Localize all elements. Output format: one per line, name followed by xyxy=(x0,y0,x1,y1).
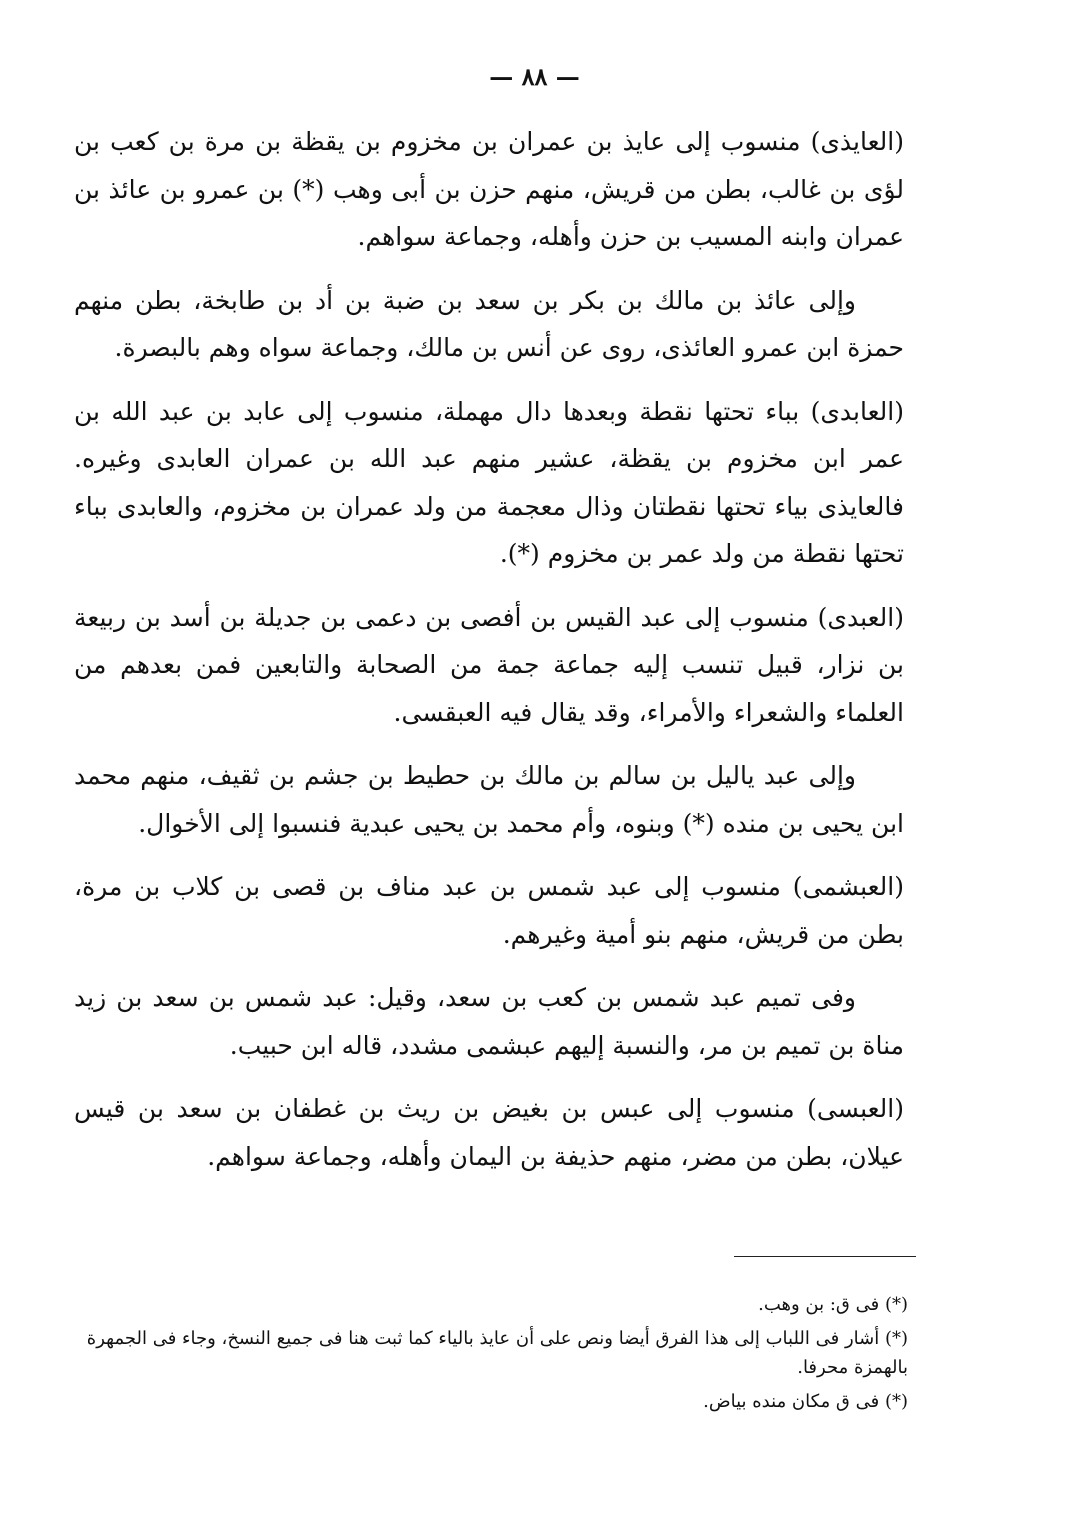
page-number: — ٨٨ — xyxy=(489,62,580,91)
paragraph-aidh-ibn-malik: وإلى عائذ بن مالك بن بكر بن سعد بن ضبة بن أد بن طابخة، بطن منهم حمزة ابن عمرو العائذى، روى عن أنس بن مالك، وجماعة سواه وهم بالبصرة. xyxy=(74,285,904,362)
footnote-2: (*) أشار فى اللباب إلى هذا الفرق أيضا ونص على أن عايذ بالياء كما ثبت هنا فى جميع النسخ، وجاء فى الجمهرة بالهمزة محرفا. xyxy=(86,1327,908,1379)
main-text xyxy=(74,118,904,1196)
paragraph-tamim-abd-shams: وفى تميم عبد شمس بن كعب بن سعد، وقيل: عبد شمس بن سعد بن زيد مناة بن تميم بن مر، والنسبة إليهم عبشمى مشدد، قاله ابن حبيب. xyxy=(74,983,904,1060)
entry-al-ayidhi: (العايذى) منسوب إلى عايذ بن عمران بن مخزوم بن يقظة بن مرة بن كعب بن لؤى بن غالب، بطن من قريش، منهم حزن بن أبى وهب (*) بن عمرو بن عائذ بن عمران وابنه المسيب بن حزن وأهله، وجماعة سواهم. xyxy=(74,127,904,251)
entry-al-abdi: (العبدى) منسوب إلى عبد القيس بن أفصى بن دعمى بن جديلة بن أسد بن ربيعة بن نزار، قبيل تنسب إليه جماعة جمة من الصحابة والتابعين فمن بعدهم من العلماء والشعراء والأمراء، وقد يقال فيه العبقسى. xyxy=(74,602,904,727)
footnote-3: (*) فى ق مكان منده بياض. xyxy=(703,1391,908,1413)
footnotes xyxy=(78,1290,908,1421)
entry-al-absi: (العبسى) منسوب إلى عبس بن بغيض بن ريث بن غطفان بن سعد بن قيس عيلان، بطن من مضر، منهم حذيفة بن اليمان وأهله، وجماعة سواهم. xyxy=(74,1094,904,1171)
footnote-divider xyxy=(734,1256,916,1257)
paragraph-abd-yalil: وإلى عبد ياليل بن سالم بن مالك بن حطيط بن جشم بن ثقيف، منهم محمد ابن يحيى بن منده (*) وبنوه، وأم محمد بن يحيى عبدية فنسبوا إلى الأخوال. xyxy=(74,761,904,838)
footnote-1: (*) فى ق: بن وهب. xyxy=(758,1294,908,1315)
entry-al-abshami: (العبشمى) منسوب إلى عبد شمس بن عبد مناف بن قصى بن كلاب بن مرة، بطن من قريش، منهم بنو أمية وغيرهم. xyxy=(74,872,904,949)
entry-al-abidi: (العابدى) بباء تحتها نقطة وبعدها دال مهملة، منسوب إلى عابد بن عبد الله بن عمر ابن مخزوم بن يقظة، عشير منهم عبد الله بن عمران العابدى وغيره. فالعايذى بياء تحتها نقطتان وذال معجمة من ولد عمران بن مخزوم، والعابدى بباء تحتها نقطة من ولد عمر بن مخزوم (*). xyxy=(74,396,904,568)
